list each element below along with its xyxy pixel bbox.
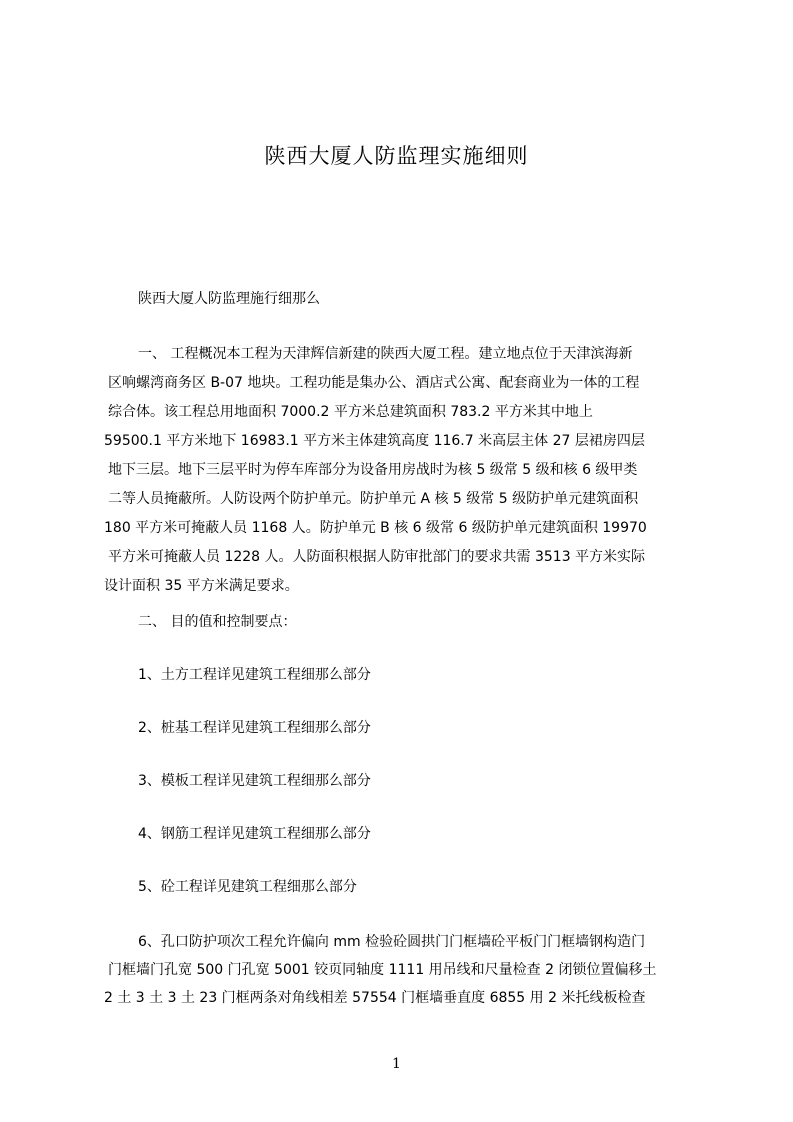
list-item: 4、钢筋工程详见建筑工程细那么部分 xyxy=(138,826,371,842)
list-item: 2、桩基工程详见建筑工程细那么部分 xyxy=(138,720,371,736)
paragraph-line: 设计面积 35 平方米满足要求。 xyxy=(104,578,299,594)
paragraph-line: 区响螺湾商务区 B-07 地块。工程功能是集办公、酒店式公寓、配套商业为一体的工程 xyxy=(108,375,640,391)
document-title: 陕西大厦人防监理实施细则 xyxy=(264,144,529,168)
section-2-heading: 二、 目的值和控制要点： xyxy=(138,614,297,630)
paragraph-line: 180 平方米可掩蔽人员 1168 人。防护单元 B 核 6 级常 6 级防护单元建筑面积 19970 xyxy=(104,520,647,536)
paragraph-line: 地下三层。地下三层平时为停车库部分为设备用房战时为核 5 级常 5 级和核 6 级甲类 xyxy=(108,462,638,478)
list-item: 1、土方工程详见建筑工程细那么部分 xyxy=(138,667,371,683)
paragraph-line: 综合体。该工程总用地面积 7000.2 平方米总建筑面积 783.2 平方米其中地上 xyxy=(108,404,593,420)
paragraph-line: 6、孔口防护项次工程允许偏向 mm 检验砼圆拱门门框墙砼平板门门框墙钢构造门 xyxy=(138,934,646,950)
list-item: 5、砼工程详见建筑工程细那么部分 xyxy=(138,879,357,895)
page-number: 1 xyxy=(392,1056,401,1072)
paragraph-line: 2 土 3 土 3 土 23 门框两条对角线相差 57554 门框墙垂直度 6855 用 2 米托线板检查 xyxy=(104,990,646,1006)
document-subtitle: 陕西大厦人防监理施行细那么 xyxy=(138,291,320,307)
paragraph-line: 一、 工程概况本工程为天津辉信新建的陕西大厦工程。建立地点位于天津滨海新 xyxy=(138,346,633,362)
paragraph-line: 门框墙门孔宽 500 门孔宽 5001 铰页同轴度 1111 用吊线和尺量检查 2 闭锁位置偏移土 xyxy=(108,962,657,978)
paragraph-line: 59500.1 平方米地下 16983.1 平方米主体建筑高度 116.7 米高层主体 27 层裙房四层 xyxy=(104,433,645,449)
paragraph-line: 平方米可掩蔽人员 1228 人。人防面积根据人防审批部门的要求共需 3513 平方米实际 xyxy=(108,549,646,565)
list-item: 3、模板工程详见建筑工程细那么部分 xyxy=(138,773,371,789)
paragraph-line: 二等人员掩蔽所。人防设两个防护单元。防护单元 A 核 5 级常 5 级防护单元建筑面积 xyxy=(108,491,639,507)
